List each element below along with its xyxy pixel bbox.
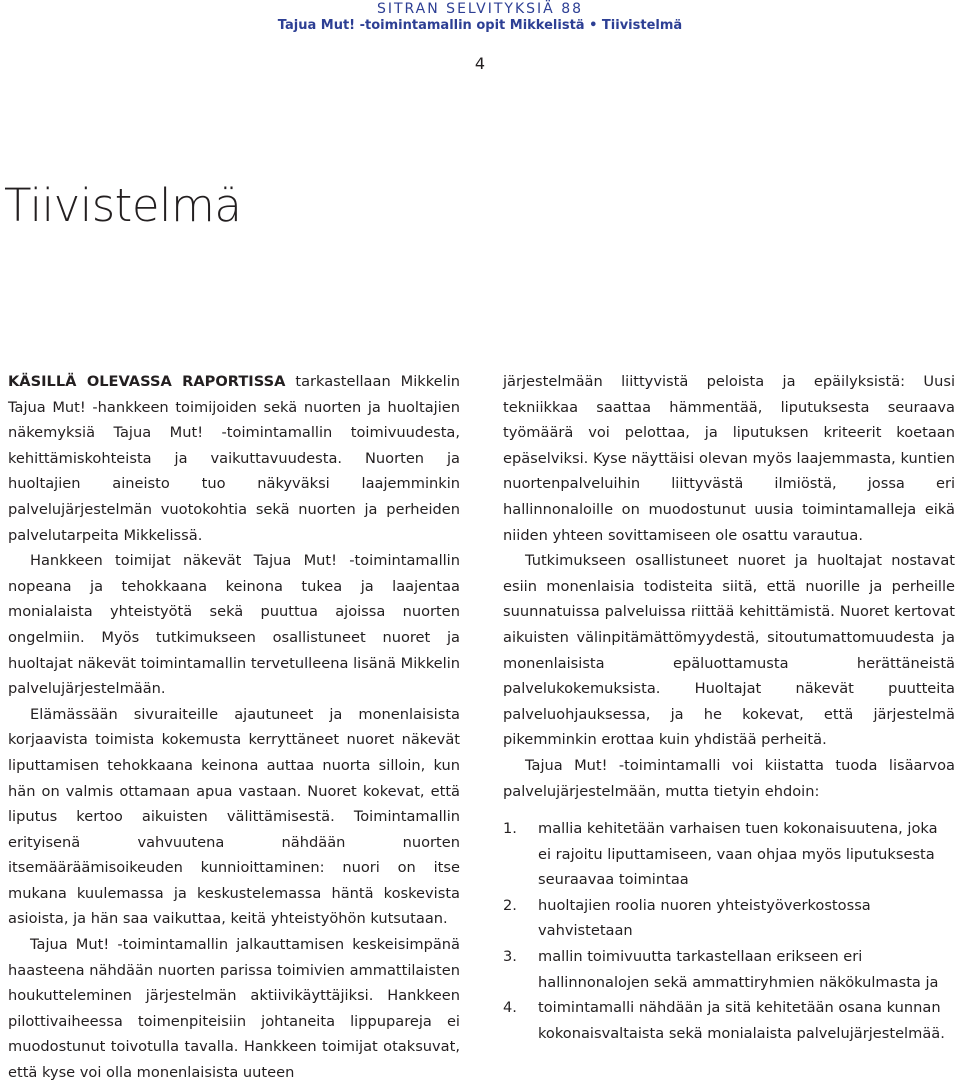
list-number: 4. bbox=[503, 999, 517, 1017]
paragraph-intro bbox=[8, 369, 460, 548]
left-column bbox=[8, 369, 460, 1086]
page-number: 4 bbox=[474, 54, 486, 73]
list-text: mallin toimivuutta tarkastellaan erikseen eri hallinnonalojen sekä ammattiryhmien näkökulmasta ja bbox=[538, 948, 939, 991]
series-title: SITRAN SELVITYKSIÄ 88 bbox=[376, 1, 584, 17]
paragraph: Tutkimukseen osallistuneet nuoret ja huoltajat nostavat esiin monenlaisia todisteita siitä, että nuorille ja perheille suunnatuissa palveluissa riittää kehittämistä. Nuoret kertovat aikuisten välinpitämättömyydestä, sitoutumattomuudesta ja monenlaisista epäluottamusta herättäneistä palvelukokemuksista. Huoltajat näkevät puutteita palveluohjauksessa, ja he kokevat, että järjestelmä pikemminkin erottaa kuin yhdistää perheitä. bbox=[503, 552, 955, 749]
list-text: mallia kehitetään varhaisen tuen kokonaisuutena, joka ei rajoitu liputtamiseen, vaan ohjaa myös liputuksesta seuraavaa toimintaa bbox=[538, 820, 938, 889]
paragraph: Hankkeen toimijat näkevät Tajua Mut! -toimintamallin nopeana ja tehokkaana keinona tukea ja laajentaa monialaista yhteistyötä sekä puuttua ajoissa nuorten ongelmiin. Myös tutkimukseen osallistuneet nuoret ja huoltajat näkevät toimintamallin tervetulleena lisänä Mikkelin palvelujärjestelmään. bbox=[8, 552, 460, 698]
conditions-list bbox=[503, 816, 955, 1046]
lead-in: KÄSILLÄ OLEVASSA RAPORTISSA bbox=[8, 373, 286, 390]
paragraph: järjestelmään liittyvistä peloista ja epäilyksistä: Uusi tekniikkaa saattaa hämmentää, liputuksesta seuraava työmäärä voi pelottaa, ja liputuksen kriteerit koetaan epäselviksi. Kyse näyttäisi olevan myös laajemmasta, kuntien nuortenpalveluihin liittyvästä ilmiöstä, jossa eri hallinnonaloille on muodostunut uusia toimintamalleja eikä niiden yhteen sovittamiseen ole osattu varautua. bbox=[503, 373, 955, 544]
report-subtitle: Tajua Mut! -toimintamallin opit Mikkelistä • Tiivistelmä bbox=[277, 18, 683, 33]
list-number: 3. bbox=[503, 948, 517, 966]
paragraph: Tajua Mut! -toimintamallin jalkauttamisen keskeisimpänä haasteena nähdään nuorten parissa toimivien ammattilaisten houkutteleminen järjestelmän aktiivikäyttäjiksi. Hankkeen pilottivaiheessa toimenpiteisiin johtaneita lippupareja ei muodostunut toivotulla tavalla. Hankkeen toimijat otaksuvat, että kyse voi olla monenlaisista uuteen bbox=[8, 936, 460, 1082]
list-item bbox=[503, 995, 955, 1046]
list-item bbox=[503, 893, 955, 944]
list-text: toimintamalli nähdään ja sitä kehitetään osana kunnan kokonaisvaltaista sekä monialaista palvelujärjestelmää. bbox=[538, 999, 945, 1042]
paragraph: Elämässään sivuraiteille ajautuneet ja monenlaisista korjaavista toimista kokemusta kerryttäneet nuoret näkevät liputtamisen tehokkaana keinona auttaa nuorta silloin, kun hän on valmis ottamaan apua vastaan. Nuoret kokevat, että liputus kertoo aikuisten välittämisestä. Toimintamallin erityisenä vahvuutena nähdään nuorten itsemääräämisoikeuden kunnioittaminen: nuori on itse mukana kuulemassa ja keskustelemassa häntä koskevista asioista, ja hän saa vaikuttaa, keitä yhteistyöhön kutsutaan. bbox=[8, 705, 460, 928]
running-header bbox=[0, 0, 960, 34]
intro-text: tarkastellaan Mikkelin Tajua Mut! -hankkeen toimijoiden sekä nuorten ja huoltajien näkemyksiä Tajua Mut! -toimintamallin toimivuudesta, kehittämiskohteista ja vaikuttavuudesta. Nuorten ja huoltajien aineisto tuo näkyväksi laajemminkin palvelujärjestelmän vuotokohtia sekä nuorten ja perheiden palvelutarpeita Mikkelissä. bbox=[8, 373, 461, 544]
list-number: 2. bbox=[503, 896, 517, 914]
list-item bbox=[503, 816, 955, 893]
right-column bbox=[503, 369, 955, 1046]
list-number: 1. bbox=[503, 820, 517, 838]
list-item bbox=[503, 944, 955, 995]
paragraph: Tajua Mut! -toimintamalli voi kiistatta tuoda lisäarvoa palvelujärjestelmään, mutta tietyin ehdoin: bbox=[503, 756, 955, 800]
page-title: Tiivistelmä bbox=[4, 179, 242, 232]
list-text: huoltajien roolia nuoren yhteistyöverkostossa vahvistetaan bbox=[538, 896, 871, 940]
